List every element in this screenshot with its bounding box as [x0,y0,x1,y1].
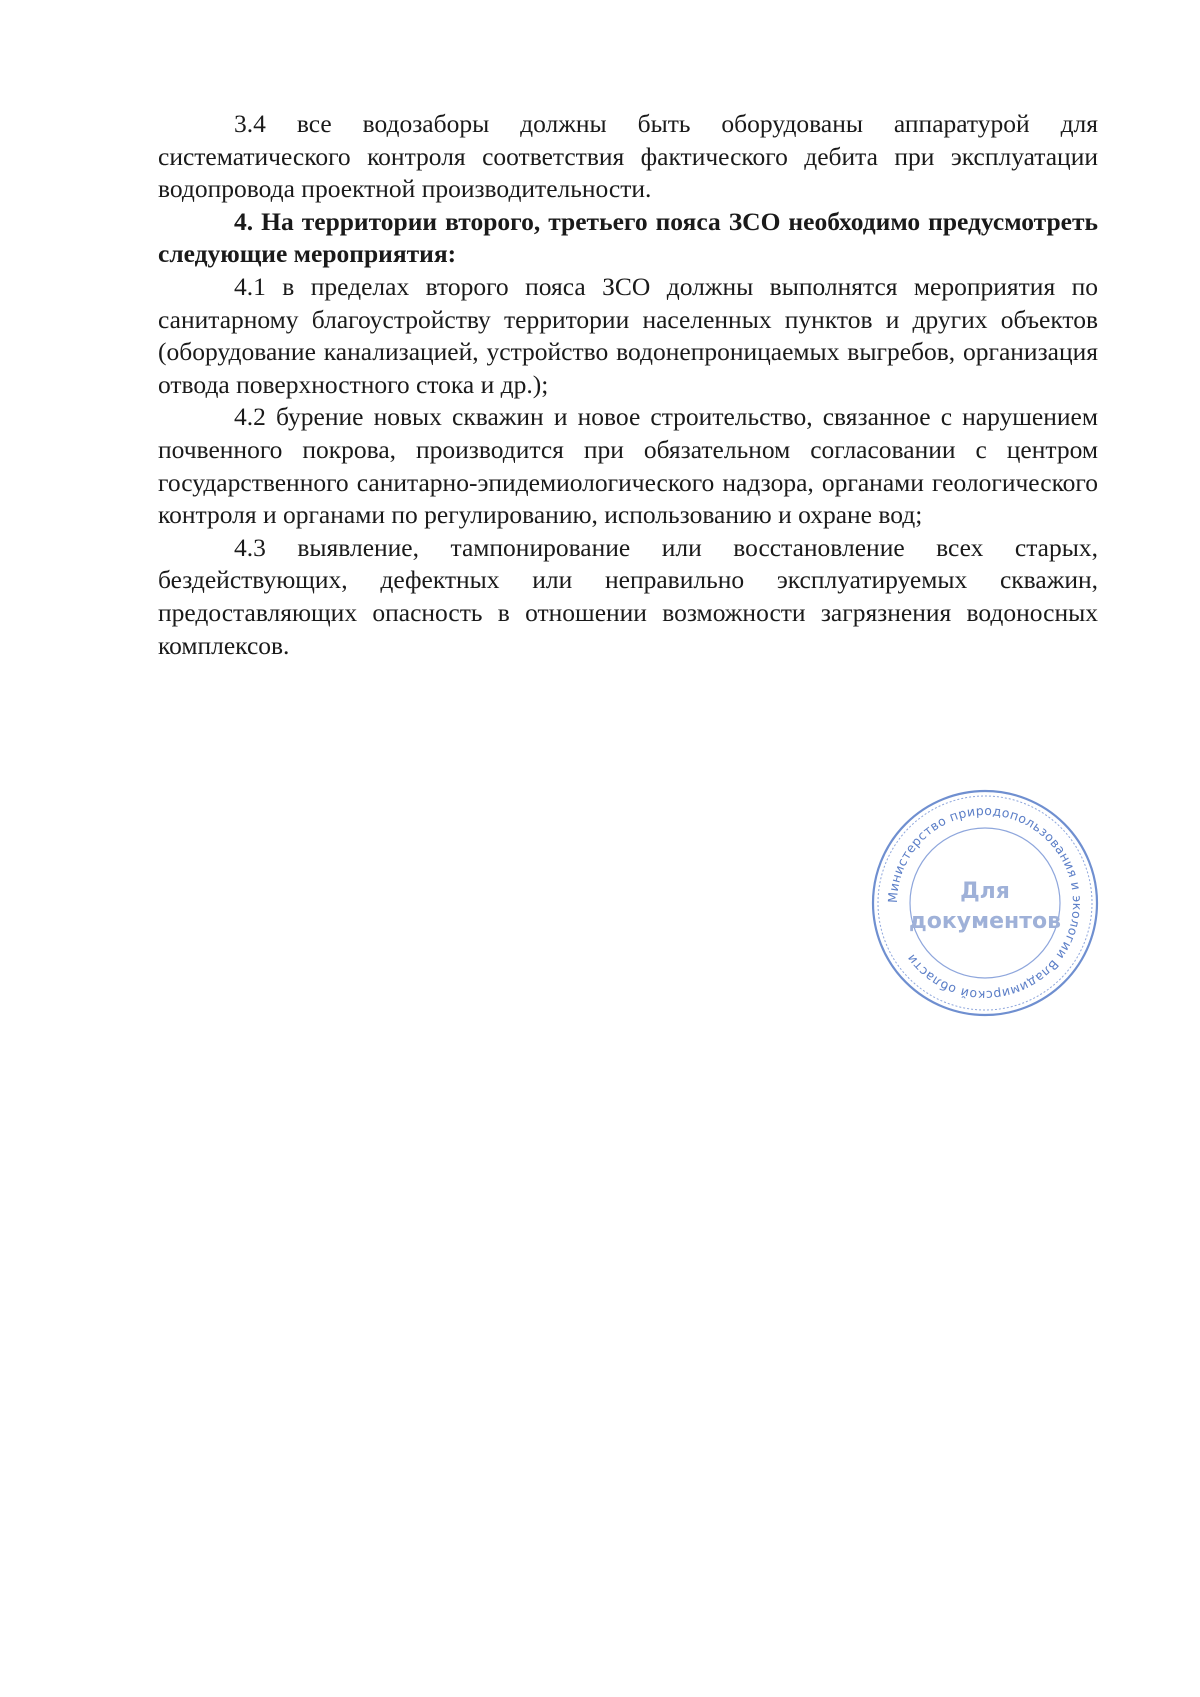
paragraph-3-4: 3.4 все водозаборы должны быть оборудованы аппаратурой для систематического контроля соответствия фактического дебита при эксплуатации водопровода проектной производительности. [158,109,1098,204]
stamp-seal-icon [868,786,1102,1020]
paragraph-4-3: 4.3 выявление, тампонирование или восстановление всех старых, бездействующих, дефектных или неправильно эксплуатируемых скважин, предоставляющих опасность в отношении возможности загрязнения водоносных комплексов. [158,532,1098,660]
paragraph-4-1: 4.1 в пределах второго пояса ЗСО должны выполнятся мероприятия по санитарному благоустройству территории населенных пунктов и других объектов (оборудование канализацией, устройство водонепроницаемых выгребов, организация отвода поверхностного стока и др.); [158,271,1098,399]
document-body [158,108,1098,662]
stamp-center-line-1: Для [960,879,1010,904]
section-heading-4: 4. На территории второго, третьего пояса ЗСО необходимо предусмотреть следующие мероприятия: [158,206,1098,269]
stamp-ring-text: Министерство природопользования и экологии Владимирской области [884,802,1086,1004]
official-stamp [868,786,1102,1020]
paragraph-4-2: 4.2 бурение новых скважин и новое строительство, связанное с нарушением почвенного покрова, производится при обязательном согласовании с центром государственного санитарно-эпидемиологического надзора, органами геологического контроля и органами по регулированию, использованию и охране вод; [158,402,1098,530]
stamp-center-line-2: документов [908,909,1062,934]
